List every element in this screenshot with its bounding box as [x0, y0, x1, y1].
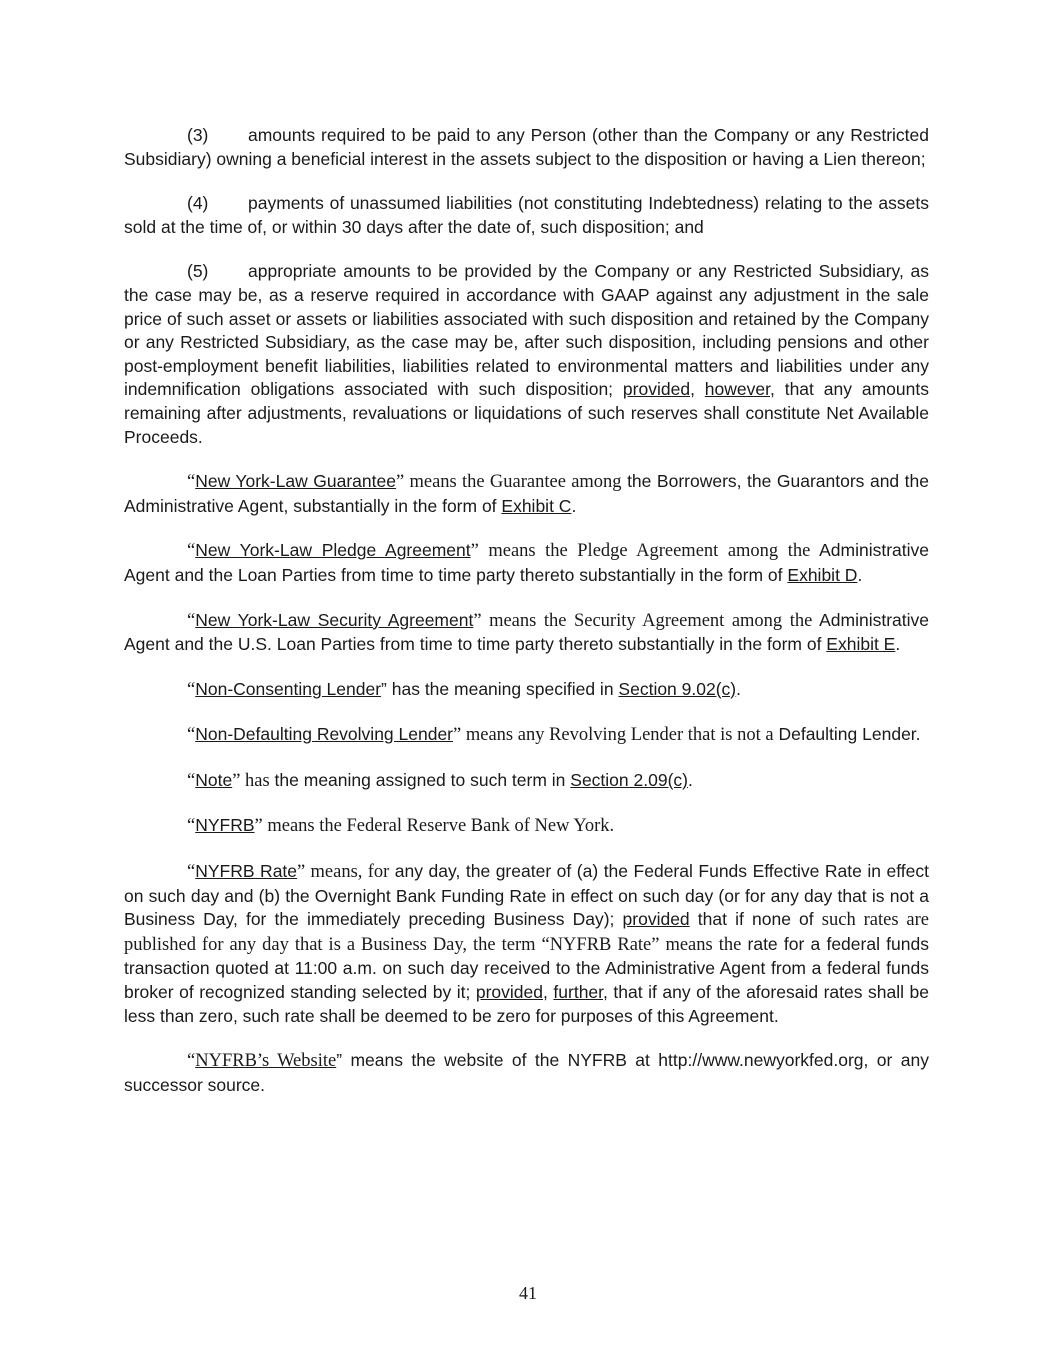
definition-new-york-law-security-agreement: “New York-Law Security Agreement” means the Security Agreement among the Administrative Agent and the U.S. Loan Parties from time to time party thereto substantially in the form of Exhibit E. [124, 609, 929, 655]
definition-new-york-law-pledge-agreement: “New York-Law Pledge Agreement” means the Pledge Agreement among the Administrative Agent and the Loan Parties from time to time party thereto substantially in the form of Exhibit D. [124, 540, 929, 585]
item-number: (4) [187, 193, 209, 214]
defined-term: Non-Defaulting Revolving Lender [195, 724, 454, 745]
item-text: payments of unassumed liabilities (not constituting Indebtedness) relating to the assets sold at the time of, or within 30 days after the date of, such disposition; and [124, 193, 929, 237]
item-text: appropriate amounts to be provided by the Company or any Restricted Subsidiary, as the case may be, as a reserve required in accordance with GAAP against any adjustment in the sale price of such asset or assets or liabilities associated with such disposition and retained by the Company or any Restricted Subsidiary, as the case may be, after such disposition, including pensions and other post-employment benefit liabilities, liabilities related to environmental matters and liabilities under any indemnification obligations associated with such disposition; [124, 261, 929, 400]
defined-term: NYFRB Rate [195, 861, 298, 882]
defined-term: New York-Law Pledge Agreement [195, 540, 471, 561]
definition-nyfrb-rate: “NYFRB Rate” means, for any day, the greater of (a) the Federal Funds Effective Rate in effect on such day and (b) the Overnight Bank Funding Rate in effect on such day (or for any day that is not a Business Day, for the immediately preceding Business Day); provided that if none of such rates are published for any day that is a Business Day, the term “NYFRB Rate” means the rate for a federal funds transaction quoted at 11:00 a.m. on such day received to the Administrative Agent from a federal funds broker of recognized standing selected by it; provided, further, that if any of the aforesaid rates shall be less than zero, such rate shall be deemed to be zero for purposes of this Agreement. [124, 861, 930, 1026]
definition-non-defaulting-revolving-lender: “Non-Defaulting Revolving Lender” means any Revolving Lender that is not a Defaulting Lender. [187, 724, 921, 746]
definition-nyfrbs-website: “NYFRB’s Website” means the website of the NYFRB at http://www.newyorkfed.org, or any successor source. [124, 1050, 929, 1095]
definition-nyfrb: “NYFRB” means the Federal Reserve Bank of New York. [187, 815, 615, 837]
defined-term: NYFRB [195, 815, 255, 836]
list-item-4 [124, 192, 929, 239]
provided-term: provided [622, 909, 690, 930]
item-number: (5) [187, 261, 209, 282]
document-page [124, 124, 929, 1118]
exhibit-reference: Exhibit E [826, 634, 896, 655]
defined-term: Note [195, 769, 233, 790]
item-number: (3) [187, 125, 209, 145]
definition-non-consenting-lender: “Non-Consenting Lender” has the meaning specified in Section 9.02(c). [187, 678, 741, 700]
further-term: further [553, 982, 604, 1003]
exhibit-reference: Exhibit D [787, 564, 858, 585]
however-term: however [704, 379, 770, 400]
defined-term: Non-Consenting Lender [195, 678, 382, 699]
defined-term: New York-Law Guarantee [195, 471, 396, 492]
section-reference: Section 9.02(c) [618, 678, 737, 699]
provided-term: provided [622, 379, 691, 400]
section-reference: Section 2.09(c) [570, 769, 688, 790]
list-item-5: (5) appropriate amounts to be provided by the Company or any Restricted Subsidiary, as the case may be, as a reserve required in accordance with GAAP against any adjustment in the sale price of such asset or assets or liabilities associated with such disposition and retained by the Company or any Restricted Subsidiary, as the case may be, after such disposition, including pensions and other post-employment benefit liabilities, liabilities related to environmental matters and liabilities under any indemnification obligations associated with such disposition; provided, however, that any amounts remaining after adjustments, revaluations or liquidations of such reserves shall constitute Net Available Proceeds. [124, 261, 929, 447]
defined-term: NYFRB’s Website [195, 1051, 337, 1072]
page-number: 41 [519, 1283, 537, 1303]
provided-term: provided [475, 982, 544, 1003]
item-text: amounts required to be paid to any Person (other than the Company or any Restricted Subsidiary) owning a beneficial interest in the assets subject to the disposition or having a Lien thereon; [124, 125, 929, 169]
defined-term: New York-Law Security Agreement [195, 609, 474, 630]
list-item-3 [124, 124, 929, 171]
definition-note: “Note” has the meaning assigned to such term in Section 2.09(c). [187, 769, 693, 791]
definition-new-york-law-guarantee: “New York-Law Guarantee” means the Guarantee among the Borrowers, the Guarantors and the Administrative Agent, substantially in the form of Exhibit C. [124, 471, 930, 516]
exhibit-reference: Exhibit C [501, 495, 572, 516]
